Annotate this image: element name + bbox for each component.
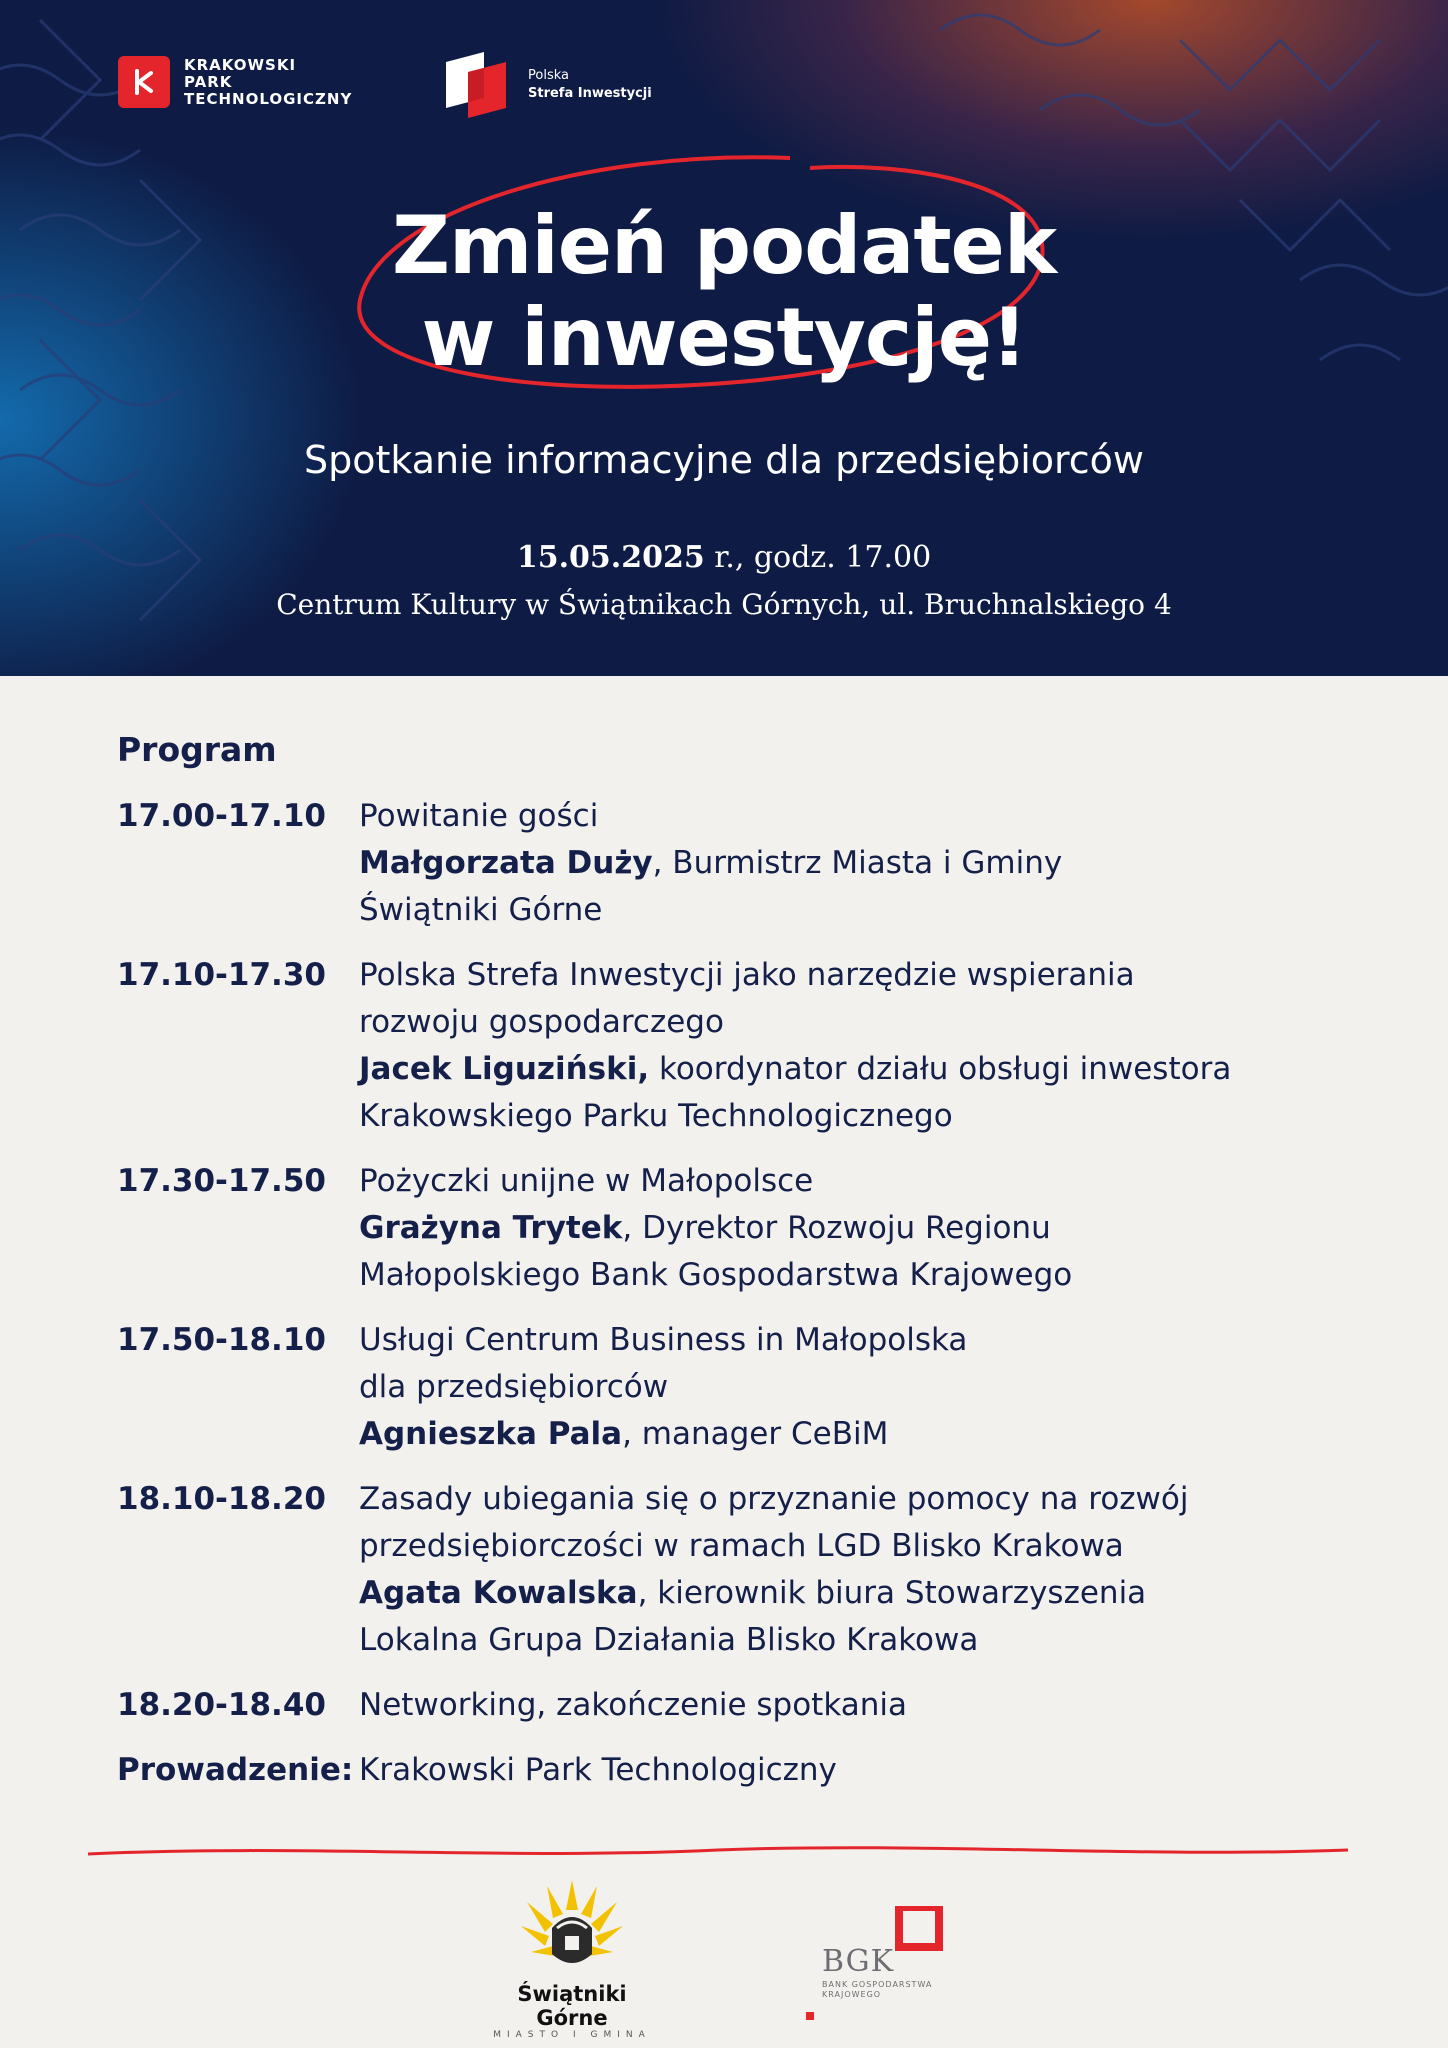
program-description [359, 1158, 1072, 1299]
program-description [359, 952, 1231, 1140]
subtitle: Spotkanie informacyjne dla przedsiębiorców [303, 438, 1145, 482]
kpt-logo-text [184, 57, 352, 108]
program-row [117, 1476, 1317, 1664]
program-speaker-line [359, 1570, 1189, 1617]
psi-logo-line2: Strefa Inwestycji [528, 86, 652, 101]
program-row [117, 952, 1317, 1140]
kpt-logo-line2: PARK [184, 72, 233, 91]
program-speaker-role: koordynator działu obsługi inwestora [649, 1051, 1232, 1087]
program-topic: Usługi Centrum Business in Małopolska [359, 1322, 968, 1358]
event-place: Centrum Kultury w Świątnikach Górnych, ul. Bruchnalskiego 4 [276, 588, 1172, 621]
program-time: 18.10-18.20 [117, 1481, 326, 1517]
program-row [117, 1682, 1317, 1729]
program-time: 17.50-18.10 [117, 1322, 326, 1358]
program-row [117, 1317, 1317, 1458]
swiatniki-name: Świątniki Górne [517, 1982, 627, 2030]
program-time: 18.20-18.40 [117, 1687, 326, 1723]
program-topic: przedsiębiorczości w ramach LGD Blisko Krakowa [359, 1528, 1124, 1564]
program-speaker-line [359, 1046, 1231, 1093]
program-speaker-line [359, 1205, 1072, 1252]
bgk-sub-line2: KRAJOWEGO [822, 1990, 882, 1999]
kpt-logo-icon [118, 56, 170, 108]
program-speaker: Grażyna Trytek [359, 1210, 623, 1246]
bgk-logo [800, 1906, 950, 2040]
program-topic: Powitanie gości [359, 798, 599, 834]
page-title [0, 200, 1448, 384]
program-topic: Networking, zakończenie spotkania [359, 1687, 907, 1723]
program-speaker: Jacek Liguziński, [359, 1051, 650, 1087]
program-speaker-role: , Burmistrz Miasta i Gminy [652, 845, 1063, 881]
psi-logo-icon [442, 48, 510, 122]
program-speaker-role-cont: Krakowskiego Parku Technologicznego [359, 1098, 953, 1134]
divider-wave [88, 1842, 1348, 1862]
host-value: Krakowski Park Technologiczny [359, 1752, 837, 1788]
program-row [117, 793, 1317, 934]
program-list [117, 793, 1317, 1729]
hero-banner [0, 0, 1448, 676]
program-topic: rozwoju gospodarczego [359, 1004, 724, 1040]
event-time: r., godz. 17.00 [704, 540, 932, 575]
program-topic: Zasady ubiegania się o przyznanie pomocy na rozwój [359, 1481, 1189, 1517]
kpt-logo-line3: TECHNOLOGICZNY [184, 89, 353, 108]
program-time: 17.30-17.50 [117, 1163, 326, 1199]
program-speaker: Agata Kowalska [359, 1575, 638, 1611]
program-description [359, 1476, 1189, 1664]
program-speaker-line [359, 1411, 967, 1458]
program-speaker-role: , kierownik biura Stowarzyszenia [637, 1575, 1147, 1611]
kpt-logo [118, 56, 352, 108]
program-speaker-role-cont: Świątniki Górne [359, 892, 603, 928]
program-speaker-role-cont: Lokalna Grupa Działania Blisko Krakowa [359, 1622, 979, 1658]
program-speaker-role-cont: Małopolskiego Bank Gospodarstwa Krajowego [359, 1257, 1073, 1293]
program-topic: Polska Strefa Inwestycji jako narzędzie wspierania [359, 957, 1135, 993]
program-speaker-role: , Dyrektor Rozwoju Regionu [622, 1210, 1051, 1246]
program-host-row [117, 1747, 1317, 1794]
program-description [359, 1317, 967, 1458]
program-description [359, 1682, 907, 1729]
psi-logo-text [528, 67, 652, 103]
program-topic: dla przedsiębiorców [359, 1369, 669, 1405]
title-line2: w inwestycję! [421, 291, 1027, 384]
program-description [359, 793, 1062, 934]
program-speaker: Małgorzata Duży [359, 845, 653, 881]
program-section [117, 730, 1317, 1812]
swiatniki-sub: MIASTO I GMINA [493, 2030, 651, 2040]
event-date [0, 540, 1448, 575]
swiatniki-logo [492, 1876, 652, 2040]
psi-logo [442, 48, 652, 122]
bgk-name: BGK [822, 1944, 894, 1979]
swiatniki-crest-icon [517, 1876, 627, 1976]
event-date-value: 15.05.2025 [516, 540, 705, 575]
host-label: Prowadzenie: [117, 1752, 354, 1788]
program-time: 17.00-17.10 [117, 798, 326, 834]
program-heading: Program [117, 730, 277, 769]
kpt-logo-line1: KRAKOWSKI [184, 55, 297, 74]
program-speaker-line [359, 840, 1062, 887]
program-speaker-role: , manager CeBiM [622, 1416, 889, 1452]
program-speaker: Agnieszka Pala [359, 1416, 623, 1452]
bgk-sub-line1: BANK GOSPODARSTWA [822, 1980, 933, 1989]
program-row [117, 1158, 1317, 1299]
title-line1: Zmień podatek [391, 199, 1057, 292]
bgk-sub [822, 1980, 982, 2000]
program-topic: Pożyczki unijne w Małopolsce [359, 1163, 814, 1199]
program-time: 17.10-17.30 [117, 957, 326, 993]
psi-logo-line1: Polska [528, 68, 569, 83]
